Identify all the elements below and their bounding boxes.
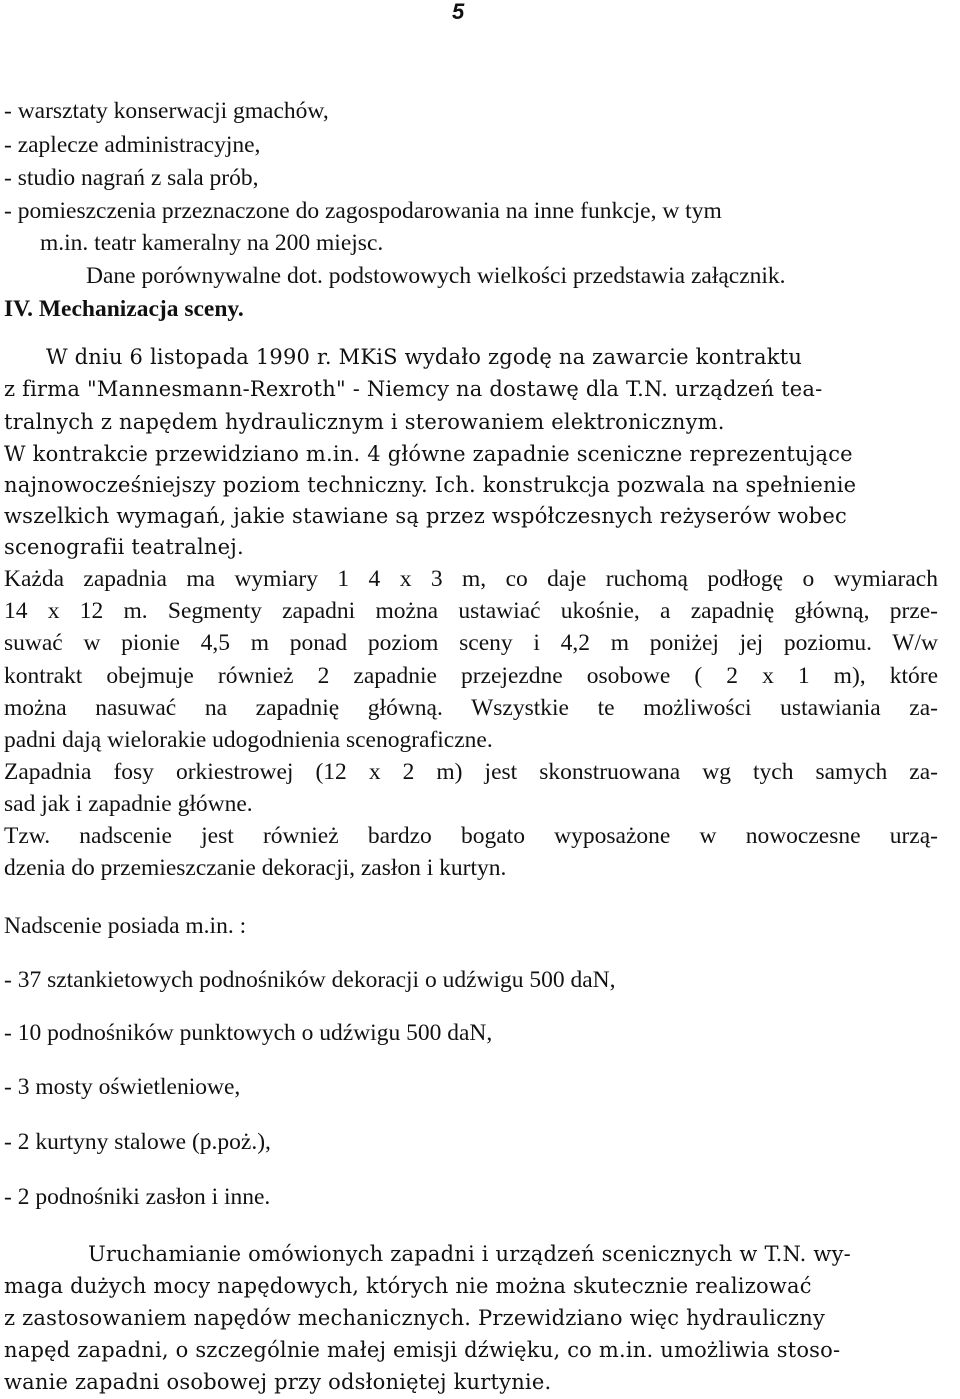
list-item: - 10 podnośników punktowych o udźwigu 500 daN, — [4, 1020, 493, 1046]
list-item: - 2 podnośniki zasłon i inne. — [4, 1184, 271, 1210]
page-number: 5 — [452, 0, 465, 24]
text-line: W kontrakcie przewidziano m.in. 4 główne zapadnie sceniczne reprezentujące — [4, 442, 853, 466]
text-line: dzenia do przemieszczanie dekoracji, zasłon i kurtyn. — [4, 855, 507, 881]
text-line: wszelkich wymagań, jakie stawiane są przez współczesnych reżyserów wobec — [4, 504, 847, 528]
text-line: kontrakt obejmuje również 2 zapadnie przejezdne osobowe ( 2 x 1 m), które — [4, 663, 938, 689]
text-line: najnowocześniejszy poziom techniczny. Ich. konstrukcja pozwala na spełnienie — [4, 473, 857, 497]
text-line: z firma "Mannesmann-Rexroth" - Niemcy na dostawę dla T.N. urządzeń tea- — [4, 377, 823, 401]
text-line: W dniu 6 listopada 1990 r. MKiS wydało zgodę na zawarcie kontraktu — [46, 345, 803, 369]
list-item: - 3 mosty oświetleniowe, — [4, 1074, 241, 1100]
list-item: - 37 sztankietowych podnośników dekoracji o udźwigu 500 daN, — [4, 967, 616, 993]
text-line: - warsztaty konserwacji gmachów, — [4, 98, 329, 124]
text-line: Zapadnia fosy orkiestrowej (12 x 2 m) jest skonstruowana wg tych samych za- — [4, 759, 938, 785]
text-line: padni dają wielorakie udogodnienia scenograficzne. — [4, 727, 493, 753]
text-line: wanie zapadni osobowej przy odsłoniętej kurtynie. — [4, 1370, 552, 1394]
text-line: Każda zapadnia ma wymiary 1 4 x 3 m, co daje ruchomą podłogę o wymiarach — [4, 566, 938, 592]
text-line: suwać w pionie 4,5 m ponad poziom sceny i 4,2 m poniżej jej poziomu. W/w — [4, 630, 938, 656]
text-line: maga dużych mocy napędowych, których nie można skutecznie realizować — [4, 1274, 812, 1298]
text-line: - zaplecze administracyjne, — [4, 132, 261, 158]
text-line: można nasuwać na zapadnię główną. Wszystkie te możliwości ustawiania za- — [4, 695, 938, 721]
text-line: m.in. teatr kameralny na 200 miejsc. — [40, 230, 384, 256]
text-line: - studio nagrań z sala prób, — [4, 165, 259, 191]
text-line: z zastosowaniem napędów mechanicznych. Przewidziano więc hydrauliczny — [4, 1306, 826, 1330]
section-heading: IV. Mechanizacja sceny. — [4, 296, 244, 322]
text-line: - pomieszczenia przeznaczone do zagospodarowania na inne funkcje, w tym — [4, 198, 722, 224]
text-line: scenografii teatralnej. — [4, 535, 244, 559]
list-item: - 2 kurtyny stalowe (p.poż.), — [4, 1129, 271, 1155]
text-line: 14 x 12 m. Segmenty zapadni można ustawiać ukośnie, a zapadnię główną, prze- — [4, 598, 938, 624]
text-line: Uruchamianie omówionych zapadni i urządzeń scenicznych w T.N. wy- — [88, 1242, 851, 1266]
text-line: Dane porównywalne dot. podstowowych wielkości przedstawia załącznik. — [86, 263, 786, 289]
list-heading: Nadscenie posiada m.in. : — [4, 913, 247, 939]
text-line: sad jak i zapadnie główne. — [4, 791, 253, 817]
text-line: tralnych z napędem hydraulicznym i sterowaniem elektronicznym. — [4, 410, 725, 434]
text-line: napęd zapadni, o szczególnie małej emisji dźwięku, co m.in. umożliwia stoso- — [4, 1338, 841, 1362]
text-line: Tzw. nadscenie jest również bardzo bogato wyposażone w nowoczesne urzą- — [4, 823, 938, 849]
